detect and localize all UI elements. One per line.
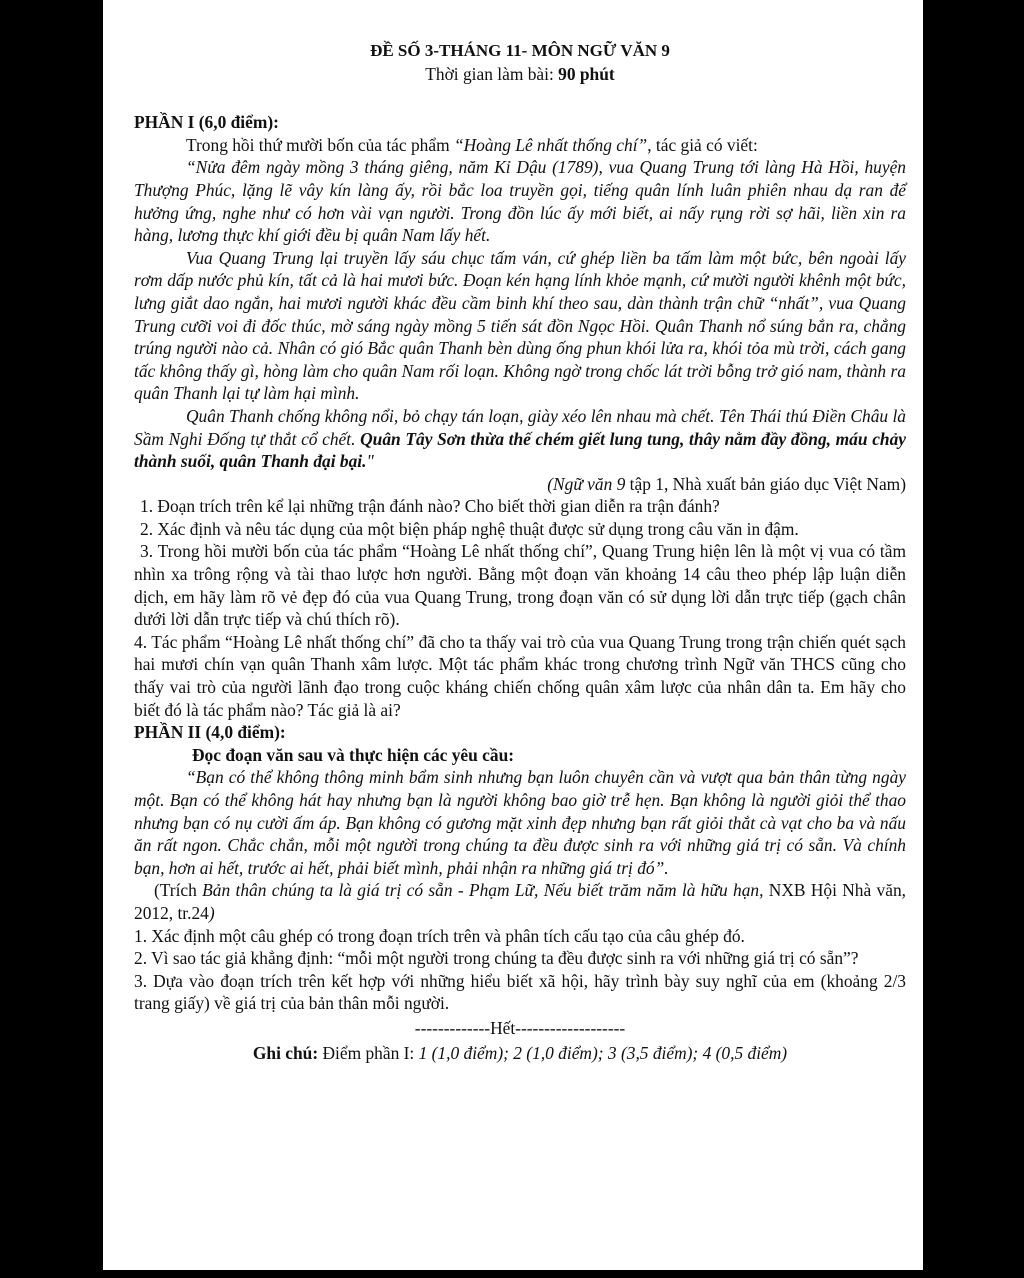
note-scores: 1 (1,0 điểm); 2 (1,0 điểm); 3 (3,5 điểm); 4 (0,5 điểm) — [418, 1042, 788, 1063]
part1-passage-close-quote: " — [366, 451, 374, 472]
part2-instruction: Đọc đoạn văn sau và thực hiện các yêu cầu: — [192, 744, 515, 765]
part1-intro-end: , tác giả có viết: — [647, 134, 758, 155]
part1-source — [134, 473, 906, 496]
exam-title: ĐỀ SỐ 3-THÁNG 11- MÔN NGỮ VĂN 9 — [370, 41, 670, 60]
part1-question-3: 3. Trong hồi mười bốn của tác phẩm “Hoàng Lê nhất thống chí”, Quang Trung hiện lên là một vị vua có tầm nhìn xa trông rộng và tài thao lược hơn người. Bằng một đoạn văn khoảng 14 câu theo phép lập luận diễn dịch, em hãy làm rõ vẻ đẹp đó của vua Quang Trung, trong đoạn văn có sử dụng lời dẫn trực tiếp (gạch chân dưới lời dẫn trực tiếp và chú thích rõ). — [134, 541, 906, 630]
part2-source-publisher: NXB Hội Nhà văn, 2012, tr.24 — [134, 880, 906, 923]
time-label: Thời gian làm bài: — [425, 63, 559, 84]
part1-source-book: (Ngữ văn 9 — [547, 473, 626, 494]
part1-question-4: 4. Tác phẩm “Hoàng Lê nhất thống chí” đã cho ta thấy vai trò của vua Quang Trung trong trận chiến quét sạch hai mươi chín vạn quân Thanh xâm lược. Một tác phẩm khác trong chương trình Ngữ văn THCS cũng cho thấy vai trò của người lãnh đạo trong cuộc kháng chiến chống quân xâm lược của nhân dân ta. Em hãy cho biết đó là tác phẩm nào? Tác giả là ai? — [134, 631, 906, 720]
time-value: 90 phút — [558, 63, 615, 84]
part1-intro-text: Trong hồi thứ mười bốn của tác phẩm — [186, 134, 454, 155]
note-text: Điểm phần I: — [318, 1042, 419, 1063]
part1-heading: PHẦN I (6,0 điểm): — [134, 112, 279, 133]
part2-heading: PHẦN II (4,0 điểm): — [134, 722, 286, 743]
part2-source-title: Bản thân chúng ta là giá trị có sẵn - Phạm Lữ, Nếu biết trăm năm là hữu hạn, — [202, 880, 764, 901]
part1-passage-p3 — [134, 405, 906, 473]
part2-question-2: 2. Vì sao tác giả khẳng định: “mỗi một người trong chúng ta đều được sinh ra với những giá trị có sẵn”? — [134, 948, 859, 969]
part2-source-prefix: (Trích — [154, 880, 203, 901]
part1-source-publisher: tập 1, Nhà xuất bản giáo dục Việt Nam) — [625, 473, 906, 494]
end-separator: -------------Hết------------------- — [414, 1017, 626, 1038]
document-body — [134, 30, 906, 1064]
part1-passage-p1: “Nửa đêm ngày mồng 3 tháng giêng, năm Kỉ Dậu (1789), vua Quang Trung tới làng Hà Hồi, huyện Thượng Phúc, lặng lẽ vây kín làng ấy, rồi bắc loa truyền gọi, tiếng quân lính luân phiên nhau dạ ran để hưởng ứng, nghe như có hơn vài vạn người. Trong đồn lúc ấy mới biết, ai nấy rụng rời sợ hãi, liền xin ra hàng, lương thực khí giới đều bị quân Nam lấy hết. — [134, 157, 906, 246]
part1-intro-work: “Hoàng Lê nhất thống chí” — [453, 134, 648, 155]
footer-note — [134, 1042, 906, 1065]
exam-time — [134, 63, 906, 86]
part2-question-3: 3. Dựa vào đoạn trích trên kết hợp với những hiểu biết xã hội, hãy trình bày suy nghĩ của em (khoảng 2/3 trang giấy) về giá trị của bản thân mỗi người. — [134, 970, 906, 1014]
part2-source — [134, 879, 906, 924]
part1-intro — [134, 134, 906, 157]
part1-question-2: 2. Xác định và nêu tác dụng của một biện pháp nghệ thuật được sử dụng trong câu văn in đậm. — [140, 518, 799, 539]
note-label: Ghi chú: — [252, 1042, 319, 1063]
part1-bold-sentence: Quân Tây Sơn thừa thế chém giết lung tung, thây nằm đầy đồng, máu chảy thành suối, quân Thanh đại bại. — [134, 428, 907, 472]
part1-passage-p2: Vua Quang Trung lại truyền lấy sáu chục tấm ván, cứ ghép liền ba tấm làm một bức, bên ngoài lấy rơm dấp nước phủ kín, tất cả là hai mươi bức. Đoạn kén hạng lính khỏe mạnh, cứ mười người khênh một bức, lưng giắt dao ngắn, hai mươi người khác đều cầm binh khí theo sau, dàn thành trận chữ “nhất”, vua Quang Trung cưỡi voi đi đốc thúc, mờ sáng ngày mồng 5 tiến sát đồn Ngọc Hồi. Quân Thanh nổ súng bắn ra, chẳng trúng người nào cả. Nhân có gió Bắc quân Thanh bèn dùng ống phun khói lửa ra, khói tỏa mù trời, cách gang tấc không thấy gì, hòng làm cho quân Nam rối loạn. Không ngờ trong chốc lát trời bỗng trở gió nam, thành ra quân Thanh lại tự làm hại mình. — [134, 247, 906, 404]
part2-question-1: 1. Xác định một câu ghép có trong đoạn trích trên và phân tích cấu tạo của câu ghép đó. — [134, 925, 745, 946]
document-page — [103, 0, 923, 1270]
part2-passage: “Bạn có thể không thông minh bẩm sinh nhưng bạn luôn chuyên cần và vượt qua bản thân từng ngày một. Bạn có thể không hát hay nhưng bạn là người không bao giờ trễ hẹn. Bạn không là người giỏi thể thao nhưng bạn có nụ cười ấm áp. Bạn không có gương mặt xinh đẹp nhưng bạn rất giỏi thắt cà vạt cho ba và nấu ăn rất ngon. Chắc chắn, mỗi một người trong chúng ta đều được sinh ra với những giá trị có sẵn. Và chính bạn, hơn ai hết, trước ai hết, phải biết mình, phải nhận ra những giá trị đó”. — [134, 767, 906, 878]
part2-source-close: ) — [208, 902, 215, 923]
part1-passage-p3-text: Quân Thanh chống không nổi, bỏ chạy tán loạn, giày xéo lên nhau mà chết. Tên Thái thú Điền Châu là Sầm Nghi Đống tự thắt cổ chết. — [134, 405, 906, 449]
part1-question-1: 1. Đoạn trích trên kể lại những trận đánh nào? Cho biết thời gian diễn ra trận đánh? — [140, 496, 720, 517]
